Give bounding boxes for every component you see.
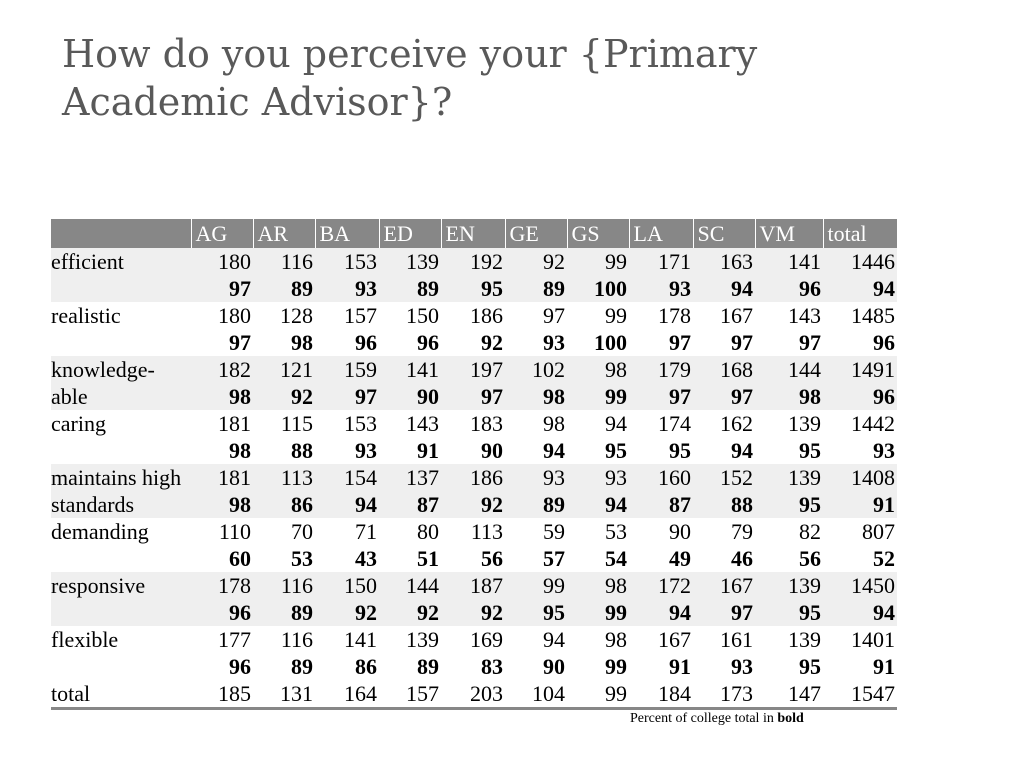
- column-header: LA: [629, 219, 693, 248]
- total-cell: 131: [253, 680, 315, 709]
- count-cell: 186: [441, 464, 505, 491]
- percent-cell: 97: [669, 330, 691, 355]
- percent-cell: 96: [229, 654, 251, 679]
- percent-cell: 94: [731, 438, 753, 463]
- count-cell: 177: [218, 627, 251, 652]
- count-cell: 139: [379, 248, 441, 275]
- percent-cell: 92: [441, 491, 505, 518]
- percent-cell: 97: [315, 383, 379, 410]
- percent-cell: 89: [291, 654, 313, 679]
- percent-cell: 90: [379, 383, 441, 410]
- percent-cell: 89: [505, 491, 567, 518]
- count-cell: 92: [505, 248, 567, 275]
- percent-cell: 98: [229, 438, 251, 463]
- count-cell: 187: [441, 572, 505, 599]
- count-cell: 102: [505, 356, 567, 383]
- percent-cell: 97: [693, 599, 755, 626]
- count-cell: 163: [693, 248, 755, 275]
- column-header: GS: [567, 219, 629, 248]
- percent-cell: 86: [355, 654, 377, 679]
- count-cell: 150: [406, 303, 439, 328]
- count-cell: 116: [280, 627, 313, 652]
- percent-cell: 92: [315, 599, 379, 626]
- count-cell: 110: [218, 519, 251, 544]
- percent-cell: 94: [823, 275, 897, 302]
- table-header-row: [51, 219, 897, 248]
- count-cell: 93: [505, 464, 567, 491]
- percent-cell: 95: [441, 275, 505, 302]
- total-cell: 164: [315, 680, 379, 709]
- row-label: total: [51, 680, 191, 709]
- percent-cell: 95: [755, 599, 823, 626]
- percent-cell: 97: [191, 275, 253, 302]
- percent-cell: 97: [229, 330, 251, 355]
- column-header: AR: [253, 219, 315, 248]
- count-cell: 71: [355, 519, 377, 544]
- percent-cell: 56: [481, 546, 503, 571]
- row-label: maintains high standards: [51, 464, 191, 518]
- count-cell: 99: [505, 572, 567, 599]
- percent-cell: 92: [253, 383, 315, 410]
- count-cell: 178: [658, 303, 691, 328]
- percent-cell: 100: [567, 275, 629, 302]
- row-label: caring: [51, 411, 106, 436]
- column-header: EN: [441, 219, 505, 248]
- footnote: [630, 711, 804, 727]
- count-cell: 113: [470, 519, 503, 544]
- count-cell: 137: [379, 464, 441, 491]
- count-cell: 171: [629, 248, 693, 275]
- percent-cell: 97: [693, 383, 755, 410]
- table-body: [51, 248, 897, 709]
- count-cell: 139: [755, 572, 823, 599]
- percent-cell: 92: [441, 599, 505, 626]
- percent-cell: 91: [873, 654, 895, 679]
- percent-cell: 96: [823, 383, 897, 410]
- count-cell: 98: [543, 411, 565, 436]
- percent-cell: 99: [567, 599, 629, 626]
- count-cell: 1408: [823, 464, 897, 491]
- percent-cell: 57: [543, 546, 565, 571]
- percent-cell: 88: [291, 438, 313, 463]
- percent-cell: 100: [594, 330, 627, 355]
- count-cell: 192: [441, 248, 505, 275]
- count-cell: 183: [470, 411, 503, 436]
- count-cell: 152: [693, 464, 755, 491]
- percent-cell: 95: [799, 438, 821, 463]
- percent-cell: 98: [191, 383, 253, 410]
- count-cell: 121: [253, 356, 315, 383]
- count-cell: 161: [720, 627, 753, 652]
- count-cell: 179: [629, 356, 693, 383]
- count-cell: 116: [253, 248, 315, 275]
- count-cell: 150: [315, 572, 379, 599]
- count-cell: 160: [629, 464, 693, 491]
- count-cell: 180: [218, 303, 251, 328]
- column-header: SC: [693, 219, 755, 248]
- percent-cell: 90: [481, 438, 503, 463]
- percent-cell: 46: [731, 546, 753, 571]
- count-cell: 90: [669, 519, 691, 544]
- count-cell: 181: [191, 464, 253, 491]
- row-label: responsive: [51, 572, 191, 626]
- table-row: [51, 302, 897, 329]
- percent-cell: 94: [629, 599, 693, 626]
- percent-cell: 43: [355, 546, 377, 571]
- count-cell: 59: [543, 519, 565, 544]
- count-cell: 162: [720, 411, 753, 436]
- row-label: demanding: [51, 519, 149, 544]
- count-cell: 174: [658, 411, 691, 436]
- count-cell: 93: [567, 464, 629, 491]
- percent-cell: 89: [417, 654, 439, 679]
- percent-cell: 99: [605, 654, 627, 679]
- percent-cell: 49: [669, 546, 691, 571]
- percent-cell: 94: [543, 438, 565, 463]
- results-table: [51, 219, 897, 710]
- percent-cell: 87: [379, 491, 441, 518]
- percent-cell: 94: [315, 491, 379, 518]
- percent-cell: 99: [567, 383, 629, 410]
- total-cell: 1547: [823, 680, 897, 709]
- page-title: How do you perceive your {Primary Academic Advisor}?: [62, 32, 758, 124]
- percent-cell: 98: [755, 383, 823, 410]
- count-cell: 97: [543, 303, 565, 328]
- percent-cell: 93: [873, 438, 895, 463]
- row-label: realistic: [51, 303, 121, 328]
- percent-cell: 89: [379, 275, 441, 302]
- count-cell: 141: [379, 356, 441, 383]
- table-row: [51, 626, 897, 653]
- percent-cell: 96: [417, 330, 439, 355]
- total-cell: 203: [441, 680, 505, 709]
- percent-cell: 93: [731, 654, 753, 679]
- table-row: [51, 464, 897, 491]
- percent-cell: 89: [253, 599, 315, 626]
- total-cell: 173: [693, 680, 755, 709]
- count-cell: 1442: [851, 411, 895, 436]
- count-cell: 157: [344, 303, 377, 328]
- total-cell: 147: [755, 680, 823, 709]
- count-cell: 79: [731, 519, 753, 544]
- count-cell: 159: [315, 356, 379, 383]
- count-cell: 1446: [823, 248, 897, 275]
- count-cell: 139: [406, 627, 439, 652]
- percent-cell: 94: [567, 491, 629, 518]
- total-cell: 184: [629, 680, 693, 709]
- count-cell: 169: [470, 627, 503, 652]
- percent-cell: 83: [481, 654, 503, 679]
- column-header: [51, 219, 191, 248]
- count-cell: 186: [470, 303, 503, 328]
- table-row: [51, 248, 897, 275]
- percent-cell: 96: [755, 275, 823, 302]
- column-header: total: [823, 219, 897, 248]
- column-header: VM: [755, 219, 823, 248]
- count-cell: 141: [755, 248, 823, 275]
- count-cell: 98: [567, 356, 629, 383]
- percent-cell: 87: [629, 491, 693, 518]
- count-cell: 167: [720, 303, 753, 328]
- count-cell: 143: [406, 411, 439, 436]
- count-cell: 53: [605, 519, 627, 544]
- percent-cell: 95: [605, 438, 627, 463]
- percent-cell: 94: [693, 275, 755, 302]
- percent-cell: 98: [291, 330, 313, 355]
- table-row: [51, 410, 897, 437]
- total-row: [51, 680, 897, 709]
- count-cell: 1491: [823, 356, 897, 383]
- count-cell: 1450: [823, 572, 897, 599]
- count-cell: 82: [799, 519, 821, 544]
- table-row: [51, 572, 897, 599]
- percent-cell: 97: [629, 383, 693, 410]
- table-row: [51, 356, 897, 383]
- total-cell: 157: [379, 680, 441, 709]
- row-label: knowledge-able: [51, 356, 191, 410]
- percent-cell: 93: [355, 438, 377, 463]
- count-cell: 182: [191, 356, 253, 383]
- count-cell: 153: [315, 248, 379, 275]
- count-cell: 143: [788, 303, 821, 328]
- percent-cell: 91: [417, 438, 439, 463]
- count-cell: 139: [788, 411, 821, 436]
- percent-cell: 53: [291, 546, 313, 571]
- percent-cell: 88: [693, 491, 755, 518]
- percent-cell: 91: [823, 491, 897, 518]
- count-cell: 144: [379, 572, 441, 599]
- count-cell: 154: [315, 464, 379, 491]
- count-cell: 94: [543, 627, 565, 652]
- column-header: ED: [379, 219, 441, 248]
- percent-cell: 98: [191, 491, 253, 518]
- percent-cell: 95: [755, 491, 823, 518]
- column-header: AG: [191, 219, 253, 248]
- percent-cell: 96: [191, 599, 253, 626]
- percent-cell: 95: [799, 654, 821, 679]
- percent-cell: 60: [229, 546, 251, 571]
- count-cell: 98: [605, 627, 627, 652]
- percent-cell: 96: [873, 330, 895, 355]
- percent-cell: 96: [355, 330, 377, 355]
- total-cell: 99: [567, 680, 629, 709]
- percent-cell: 93: [543, 330, 565, 355]
- count-cell: 94: [605, 411, 627, 436]
- footnote-text: Percent of college total in: [630, 711, 778, 726]
- count-cell: 113: [253, 464, 315, 491]
- count-cell: 98: [567, 572, 629, 599]
- count-cell: 167: [693, 572, 755, 599]
- percent-cell: 89: [253, 275, 315, 302]
- percent-cell: 97: [799, 330, 821, 355]
- row-label: flexible: [51, 627, 119, 652]
- count-cell: 197: [441, 356, 505, 383]
- column-header: GE: [505, 219, 567, 248]
- count-cell: 181: [218, 411, 251, 436]
- percent-cell: 52: [873, 546, 895, 571]
- count-cell: 115: [280, 411, 313, 436]
- count-cell: 141: [344, 627, 377, 652]
- count-cell: 168: [693, 356, 755, 383]
- percent-cell: 54: [605, 546, 627, 571]
- count-cell: 116: [253, 572, 315, 599]
- footnote-bold: bold: [777, 711, 804, 726]
- percent-cell: 97: [441, 383, 505, 410]
- count-cell: 180: [191, 248, 253, 275]
- percent-cell: 95: [669, 438, 691, 463]
- percent-cell: 92: [481, 330, 503, 355]
- percent-cell: 98: [505, 383, 567, 410]
- count-cell: 1401: [851, 627, 895, 652]
- count-cell: 172: [629, 572, 693, 599]
- percent-cell: 93: [629, 275, 693, 302]
- count-cell: 128: [280, 303, 313, 328]
- percent-cell: 86: [253, 491, 315, 518]
- table-row: [51, 518, 897, 545]
- percent-cell: 89: [505, 275, 567, 302]
- count-cell: 178: [191, 572, 253, 599]
- percent-cell: 91: [669, 654, 691, 679]
- total-cell: 185: [191, 680, 253, 709]
- count-cell: 1485: [851, 303, 895, 328]
- percent-cell: 51: [417, 546, 439, 571]
- total-cell: 104: [505, 680, 567, 709]
- column-header: BA: [315, 219, 379, 248]
- count-cell: 144: [755, 356, 823, 383]
- percent-cell: 90: [543, 654, 565, 679]
- percent-cell: 94: [823, 599, 897, 626]
- count-cell: 139: [755, 464, 823, 491]
- percent-cell: 95: [505, 599, 567, 626]
- count-cell: 139: [788, 627, 821, 652]
- count-cell: 167: [658, 627, 691, 652]
- percent-cell: 93: [315, 275, 379, 302]
- count-cell: 99: [605, 303, 627, 328]
- count-cell: 70: [291, 519, 313, 544]
- count-cell: 807: [862, 519, 895, 544]
- percent-cell: 56: [799, 546, 821, 571]
- count-cell: 153: [344, 411, 377, 436]
- count-cell: 80: [417, 519, 439, 544]
- percent-cell: 92: [379, 599, 441, 626]
- percent-cell: 97: [731, 330, 753, 355]
- count-cell: 99: [567, 248, 629, 275]
- row-label: efficient: [51, 248, 191, 302]
